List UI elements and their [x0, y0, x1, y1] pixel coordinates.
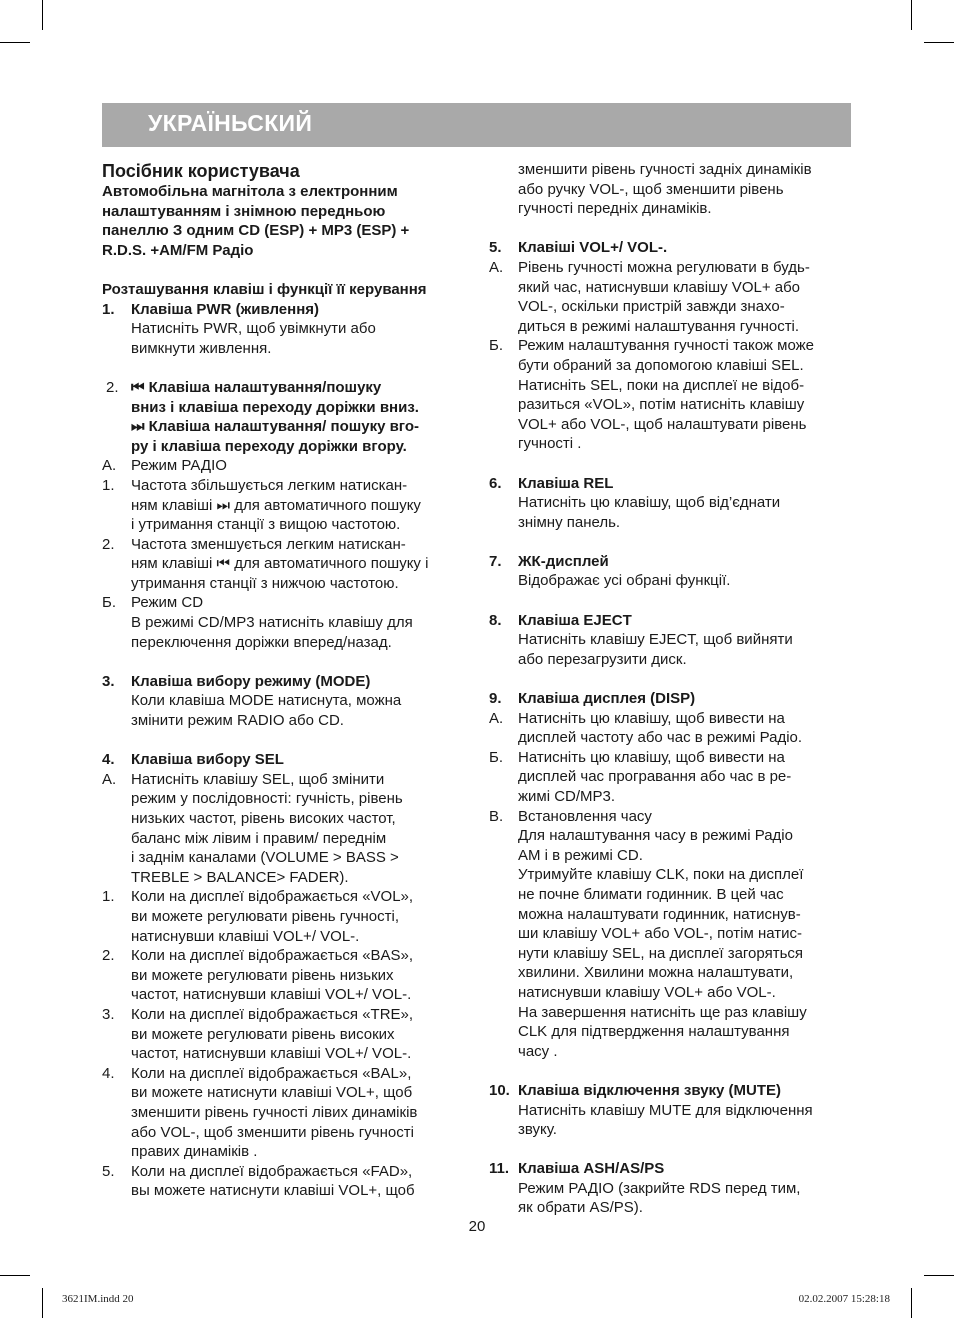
- list-item: 1. Клавіша PWR (живлення) Натисніть PWR, щоб увімкнути або вимкнути живлення.: [102, 300, 376, 357]
- crop-mark: [42, 1288, 43, 1318]
- list-item: 11. Клавіша ASH/AS/PS Режим РАДІО (закрийте RDS перед тим, як обрати AS/PS).: [489, 1160, 801, 1217]
- list-item: Б. Режим налаштування гучності також може бути обраний за допомогою клавіші SEL. Натисніть SEL, поки на дисплеї не відоб- разиться «VOL», потім натисніть клавішу VOL+ або VOL-, щоб налаштувати рівень гучності .: [489, 337, 815, 453]
- crop-mark: [0, 1275, 30, 1276]
- crop-mark: [911, 1288, 912, 1318]
- section-title: Розташування клавіш і функції її керування: [102, 280, 427, 298]
- list-item: 2. ⏮ Клавіша налаштування/пошуку вниз і клавіша переходу доріжки вниз. ⏭ Клавіша налаштування/ пошуку вго- ру і клавіша переходу доріжки вгору.: [106, 378, 420, 455]
- list-item: 1. Коли на дисплеї відображається «VOL», ви можете регулювати рівень гучності, натиснувши клавіші VOL+/ VOL-.: [102, 888, 414, 945]
- list-item: А. Режим РАДІО: [102, 457, 227, 475]
- language-banner: [102, 103, 851, 147]
- list-item: В. Встановлення часу Для налаштування часу в режимі Радіо AM і в режимі CD. Утримуйте клавішу CLK, поки на дисплеї не почне блимати годинник. В цей час можна налаштувати годинник, натиснув- ши клавішу VOL+ або VOL-, потім натис- нути клавішу SEL, на дисплеї загоряться хвилини. Хвилини можна налаштувати, натиснувши клавішу VOL+ або VOL-. На завершення натисніть ще раз клавішу CLK для підтвердження налаштування часу .: [489, 807, 807, 1060]
- list-item: 3. Клавіша вибору режиму (MODE) Коли клавіша MODE натиснута, можна змінити режим RADIO або CD.: [102, 672, 402, 730]
- footer-date: 02.02.2007 15:28:18: [798, 1293, 890, 1305]
- guide-title: Посібник користувача: [102, 161, 300, 181]
- crop-mark: [911, 0, 912, 30]
- list-item: 10. Клавіша відключення звуку (MUTE) Натисніть клавішу MUTE для відключення звуку.: [489, 1081, 813, 1139]
- list-item: 5. Коли на дисплеї відображається «FAD», вы можете натиснути клавіші VOL+, щоб: [102, 1162, 415, 1200]
- list-item: 1. Частота збільшується легким натискан- ням клавіші ⏭ для автоматичного пошуку і утримання станції з вищою частотою.: [102, 476, 421, 534]
- page-number: 20: [468, 1218, 486, 1235]
- list-item: 6. Клавіша REL Натисніть цю клавішу, щоб від’єднати знімну панель.: [489, 474, 781, 531]
- list-item: 9. Клавіша дисплея (DISP): [489, 690, 696, 708]
- crop-mark: [924, 1275, 954, 1276]
- list-item: Б. Режим CD В режимі CD/MP3 натисніть клавішу для переключення доріжки вперед/назад.: [102, 594, 413, 651]
- left-column: [102, 160, 474, 1201]
- list-item: 4. Клавіша вибору SEL: [102, 751, 284, 769]
- continuation-text: зменшити рівень гучності задніх динаміків або ручку VOL-, щоб зменшити рівень гучності передніх динаміків.: [518, 161, 812, 218]
- list-item: А. Рівень гучності можна регулювати в будь- який час, натиснувши клавішу VOL+ або VOL-, оскільки пристрій завжди знахо- диться в режимі налаштування гучності.: [489, 258, 810, 335]
- list-item: 3. Коли на дисплеї відображається «TRE», ви можете регулювати рівень високих частот, натиснувши клавіші VOL+/ VOL-.: [102, 1005, 414, 1063]
- crop-mark: [0, 42, 30, 43]
- list-item: 4. Коли на дисплеї відображається «BAL», ви можете натиснути клавіші VOL+, щоб зменшити рівень гучності лівих динаміків або VOL-, щоб зменшити рівень гучності правих динаміків .: [102, 1064, 418, 1161]
- right-column: [489, 160, 859, 1218]
- list-item: 5. Клавіші VOL+/ VOL-.: [489, 239, 668, 257]
- subtitle: Автомобільна магнітола з електронним налаштуванням і знімною передньою панеллю З одним CD (ESP) + MP3 (ESP) + R.D.S. +AM/FM Радіо: [102, 183, 410, 259]
- list-item: А. Натисніть клавішу SEL, щоб змінити режим у послідовності: гучність, рівень низьких частот, рівень високих частот, баланс між лівим і правим/ переднім і заднім каналами (VOLUME > BASS > TREBLE > BALANCE> FADER).: [102, 770, 403, 886]
- list-item: 8. Клавіша EJECT Натисніть клавішу EJECT, щоб вийняти або перезагрузити диск.: [489, 611, 793, 668]
- list-item: 7. ЖК-дисплей Відображає усі обрані функції.: [489, 552, 731, 590]
- crop-mark: [924, 42, 954, 43]
- list-item: Б. Натисніть цю клавішу, щоб вивести на дисплей час програвання або час в ре- жимі CD/MP3.: [489, 748, 792, 805]
- list-item: А. Натисніть цю клавішу, щоб вивести на дисплей частоту або час в режимі Радіо.: [489, 709, 803, 747]
- footer-file: 3621IM.indd 20: [62, 1293, 134, 1305]
- banner-title: УКРАЇНЬСКИЙ: [148, 110, 313, 136]
- crop-mark: [42, 0, 43, 30]
- list-item: 2. Коли на дисплеї відображається «BAS», ви можете регулювати рівень низьких частот, натиснувши клавіші VOL+/ VOL-.: [102, 947, 414, 1004]
- list-item: 2. Частота зменшується легким натискан- ням клавіші ⏮ для автоматичного пошуку і утримання станції з нижчою частотою.: [102, 535, 429, 592]
